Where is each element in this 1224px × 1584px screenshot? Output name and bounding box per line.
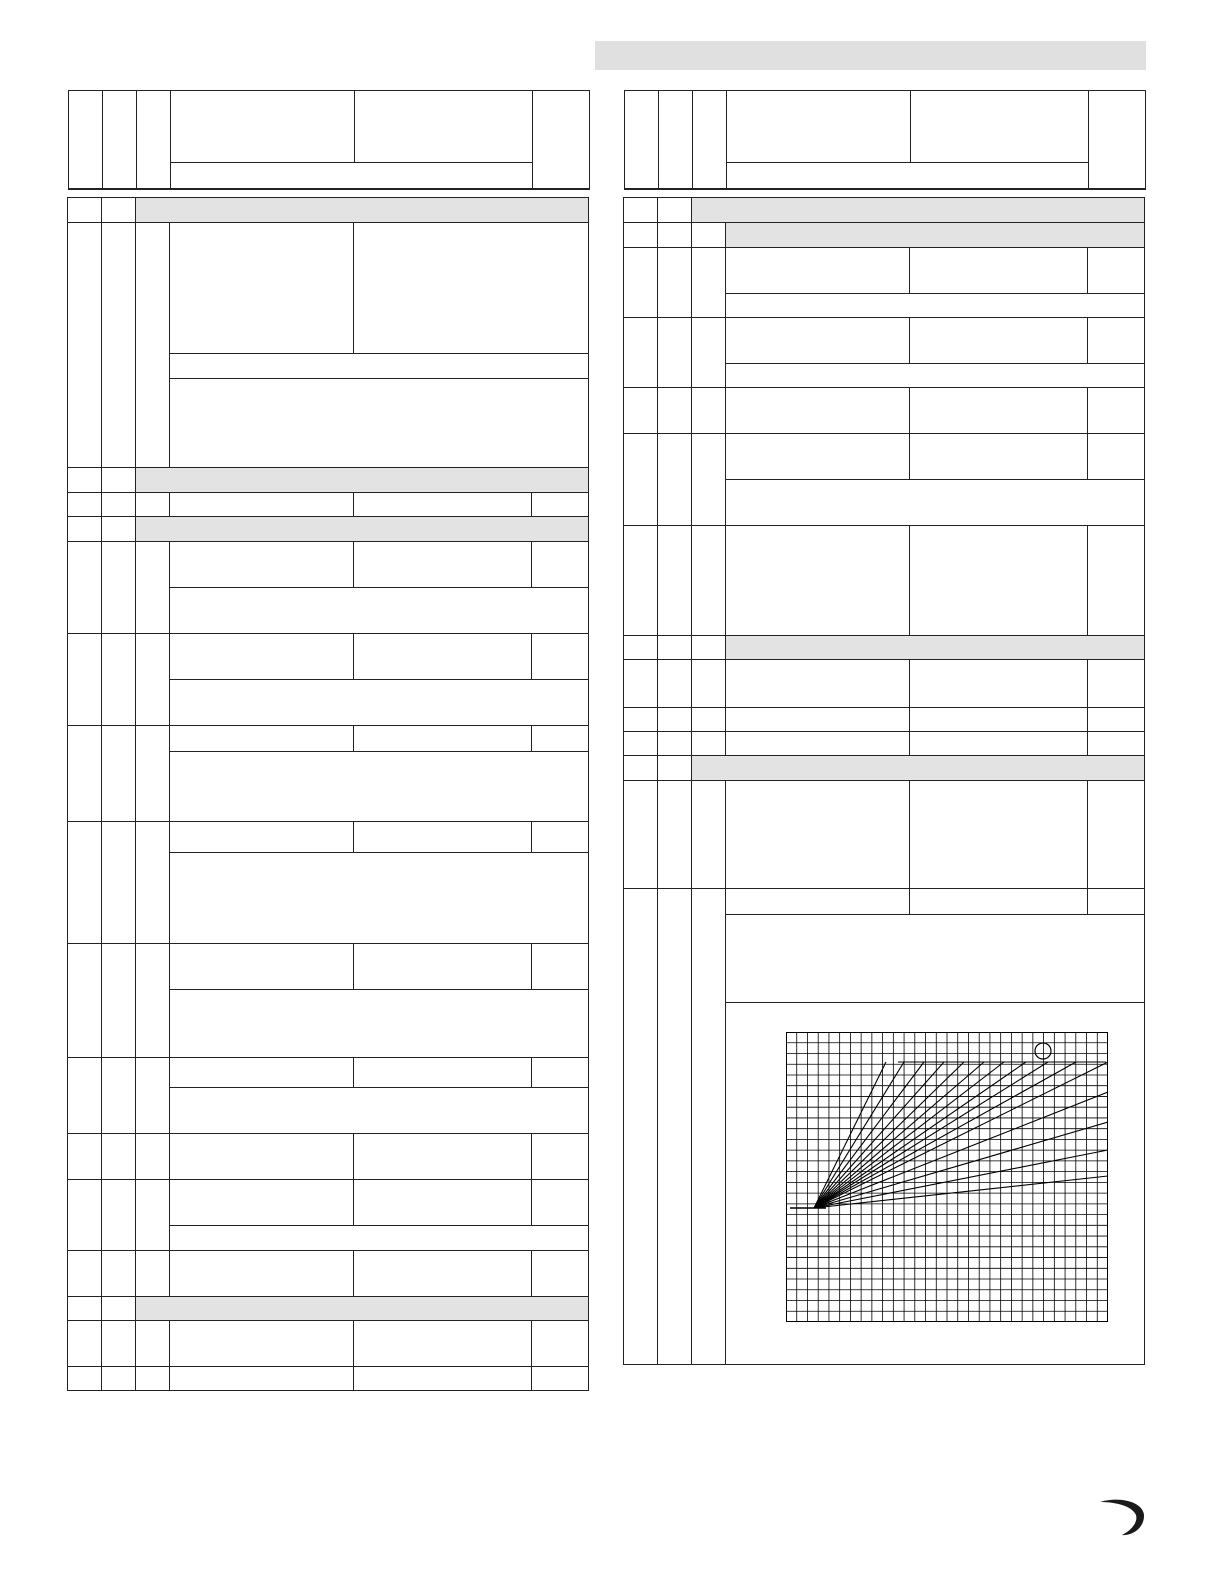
param-description-cell	[726, 294, 1144, 318]
param-id-cell	[136, 822, 170, 944]
param-value-cell	[354, 822, 532, 853]
header-cell	[171, 163, 533, 189]
param-id-cell	[102, 726, 136, 822]
section-title-bar	[726, 636, 1144, 660]
param-id-cell	[692, 248, 726, 318]
header-cell	[727, 91, 911, 163]
param-name-cell	[726, 732, 910, 756]
param-id-cell	[692, 708, 726, 732]
param-description-cell	[170, 354, 588, 379]
param-id-cell	[68, 1321, 102, 1367]
param-value-cell	[910, 318, 1088, 364]
section-title-bar	[726, 223, 1144, 248]
param-value-cell	[354, 1321, 532, 1367]
param-id-cell	[692, 526, 726, 636]
section-number-cell	[624, 198, 658, 223]
param-id-cell	[136, 634, 170, 726]
section-number-cell	[68, 517, 102, 542]
param-description-cell	[170, 1088, 588, 1134]
section-number-cell	[102, 468, 136, 493]
param-unit-cell	[532, 493, 588, 517]
param-id-cell	[692, 660, 726, 708]
param-description-cell	[726, 364, 1144, 388]
param-unit-cell	[1088, 434, 1144, 480]
param-id-cell	[624, 248, 658, 318]
param-name-cell	[726, 708, 910, 732]
param-id-cell	[136, 1251, 170, 1297]
param-value-cell	[910, 732, 1088, 756]
param-name-cell	[726, 248, 910, 294]
header-cell	[727, 163, 1089, 189]
param-id-cell	[658, 318, 692, 388]
param-id-cell	[692, 434, 726, 526]
param-id-cell	[68, 1134, 102, 1180]
param-id-cell	[692, 732, 726, 756]
param-id-cell	[68, 223, 102, 468]
param-unit-cell	[532, 634, 588, 680]
section-number-cell	[658, 223, 692, 248]
section-number-cell	[68, 1297, 102, 1321]
param-unit-cell	[1088, 889, 1144, 915]
param-id-cell	[658, 781, 692, 889]
param-id-cell	[658, 889, 692, 1365]
param-value-cell	[354, 1058, 532, 1088]
param-id-cell	[102, 493, 136, 517]
param-id-cell	[68, 1367, 102, 1391]
param-name-cell	[726, 434, 910, 480]
param-description-cell	[170, 752, 588, 822]
param-value-cell	[910, 660, 1088, 708]
param-unit-cell	[532, 1134, 588, 1180]
param-unit-cell	[532, 1367, 588, 1391]
section-number-cell	[68, 198, 102, 223]
param-id-cell	[68, 542, 102, 634]
param-description-cell	[726, 480, 1144, 526]
param-description-cell	[170, 853, 588, 944]
param-name-cell	[170, 1321, 354, 1367]
param-id-cell	[102, 822, 136, 944]
param-unit-cell	[532, 726, 588, 752]
section-title-bar	[692, 198, 1144, 223]
curve-line	[814, 1062, 1004, 1208]
param-id-cell	[136, 223, 170, 468]
header-cell	[355, 91, 533, 163]
left-parameter-table	[67, 197, 589, 1391]
header-cell	[533, 91, 589, 189]
param-id-cell	[624, 781, 658, 889]
param-id-cell	[68, 1251, 102, 1297]
param-name-cell	[726, 526, 910, 636]
param-name-cell	[170, 944, 354, 990]
header-cell	[911, 91, 1089, 163]
param-id-cell	[658, 388, 692, 434]
brand-logo-icon	[1098, 1496, 1148, 1536]
param-value-cell	[354, 1180, 532, 1226]
param-value-cell	[354, 634, 532, 680]
param-name-cell	[170, 634, 354, 680]
param-value-cell	[910, 434, 1088, 480]
section-header-bar	[595, 41, 1146, 70]
header-cell	[69, 91, 103, 189]
param-id-cell	[68, 634, 102, 726]
header-cell	[171, 91, 355, 163]
param-name-cell	[726, 388, 910, 434]
param-unit-cell	[532, 944, 588, 990]
param-name-cell	[170, 493, 354, 517]
param-id-cell	[136, 1367, 170, 1391]
param-id-cell	[102, 223, 136, 468]
param-description-cell	[170, 379, 588, 468]
param-id-cell	[68, 822, 102, 944]
param-value-cell	[910, 708, 1088, 732]
param-name-cell	[170, 1134, 354, 1180]
param-id-cell	[692, 388, 726, 434]
section-number-cell	[692, 223, 726, 248]
param-name-cell	[170, 223, 354, 354]
param-id-cell	[136, 1134, 170, 1180]
param-unit-cell	[532, 1180, 588, 1226]
param-value-cell	[910, 889, 1088, 915]
param-id-cell	[692, 781, 726, 889]
param-id-cell	[692, 889, 726, 1365]
param-id-cell	[102, 1180, 136, 1251]
param-id-cell	[102, 1251, 136, 1297]
param-name-cell	[726, 660, 910, 708]
param-description-cell	[170, 990, 588, 1058]
section-number-cell	[68, 468, 102, 493]
param-id-cell	[102, 1058, 136, 1134]
header-cell	[625, 91, 659, 189]
section-number-cell	[624, 636, 658, 660]
param-unit-cell	[1088, 732, 1144, 756]
param-name-cell	[170, 726, 354, 752]
param-unit-cell	[1088, 318, 1144, 364]
section-title-bar	[692, 756, 1144, 781]
right-header-table	[624, 90, 1146, 190]
param-id-cell	[136, 542, 170, 634]
marker-circle	[1035, 1043, 1051, 1059]
param-id-cell	[136, 944, 170, 1058]
curve-line	[814, 1062, 1076, 1208]
param-id-cell	[136, 1180, 170, 1251]
param-id-cell	[68, 1058, 102, 1134]
param-unit-cell	[1088, 526, 1144, 636]
param-value-cell	[354, 1134, 532, 1180]
param-value-cell	[354, 1251, 532, 1297]
param-value-cell	[354, 542, 532, 588]
section-title-bar	[136, 517, 588, 542]
param-id-cell	[102, 542, 136, 634]
param-id-cell	[624, 708, 658, 732]
param-id-cell	[624, 318, 658, 388]
param-id-cell	[136, 1321, 170, 1367]
param-id-cell	[624, 889, 658, 1365]
param-unit-cell	[1088, 248, 1144, 294]
param-id-cell	[102, 1367, 136, 1391]
param-name-cell	[170, 822, 354, 853]
param-value-cell	[354, 223, 588, 354]
section-title-bar	[136, 1297, 588, 1321]
param-id-cell	[658, 434, 692, 526]
param-id-cell	[658, 526, 692, 636]
param-value-cell	[910, 781, 1088, 889]
param-value-cell	[910, 388, 1088, 434]
param-id-cell	[102, 1134, 136, 1180]
param-unit-cell	[532, 822, 588, 853]
section-number-cell	[658, 756, 692, 781]
curve-line	[814, 1062, 1026, 1208]
param-description-cell	[726, 915, 1144, 1003]
param-value-cell	[354, 944, 532, 990]
param-name-cell	[726, 318, 910, 364]
param-id-cell	[624, 660, 658, 708]
param-id-cell	[68, 726, 102, 822]
header-cell	[103, 91, 137, 189]
section-number-cell	[624, 223, 658, 248]
param-value-cell	[354, 1367, 532, 1391]
section-number-cell	[624, 756, 658, 781]
param-id-cell	[136, 493, 170, 517]
param-name-cell	[170, 542, 354, 588]
param-name-cell	[170, 1180, 354, 1226]
section-number-cell	[692, 636, 726, 660]
param-value-cell	[354, 726, 532, 752]
param-description-cell	[170, 1226, 588, 1251]
param-unit-cell	[532, 1321, 588, 1367]
header-cell	[659, 91, 693, 189]
param-name-cell	[726, 889, 910, 915]
param-name-cell	[170, 1251, 354, 1297]
param-id-cell	[68, 944, 102, 1058]
param-description-cell	[170, 680, 588, 726]
param-id-cell	[624, 732, 658, 756]
param-id-cell	[102, 1321, 136, 1367]
param-description-cell	[170, 588, 588, 634]
section-title-bar	[136, 468, 588, 493]
section-number-cell	[658, 198, 692, 223]
param-name-cell	[170, 1058, 354, 1088]
section-number-cell	[102, 517, 136, 542]
param-unit-cell	[1088, 708, 1144, 732]
section-title-bar	[136, 198, 588, 223]
header-cell	[693, 91, 727, 189]
param-value-cell	[354, 493, 532, 517]
param-unit-cell	[1088, 660, 1144, 708]
param-unit-cell	[532, 1058, 588, 1088]
section-number-cell	[658, 636, 692, 660]
param-unit-cell	[532, 1251, 588, 1297]
heating-curve-chart	[786, 1032, 1108, 1322]
param-id-cell	[624, 434, 658, 526]
param-id-cell	[658, 708, 692, 732]
param-id-cell	[692, 318, 726, 388]
param-unit-cell	[1088, 781, 1144, 889]
param-id-cell	[136, 726, 170, 822]
param-unit-cell	[532, 542, 588, 588]
param-value-cell	[910, 526, 1088, 636]
param-id-cell	[68, 493, 102, 517]
param-id-cell	[658, 248, 692, 318]
param-value-cell	[910, 248, 1088, 294]
param-id-cell	[102, 634, 136, 726]
param-id-cell	[658, 732, 692, 756]
header-cell	[1089, 91, 1145, 189]
param-unit-cell	[1088, 388, 1144, 434]
param-id-cell	[68, 1180, 102, 1251]
param-id-cell	[624, 388, 658, 434]
param-id-cell	[136, 1058, 170, 1134]
param-name-cell	[726, 781, 910, 889]
param-id-cell	[658, 660, 692, 708]
section-number-cell	[102, 198, 136, 223]
header-cell	[137, 91, 171, 189]
param-id-cell	[624, 526, 658, 636]
left-header-table	[68, 90, 590, 190]
param-id-cell	[102, 944, 136, 1058]
section-number-cell	[102, 1297, 136, 1321]
param-name-cell	[170, 1367, 354, 1391]
